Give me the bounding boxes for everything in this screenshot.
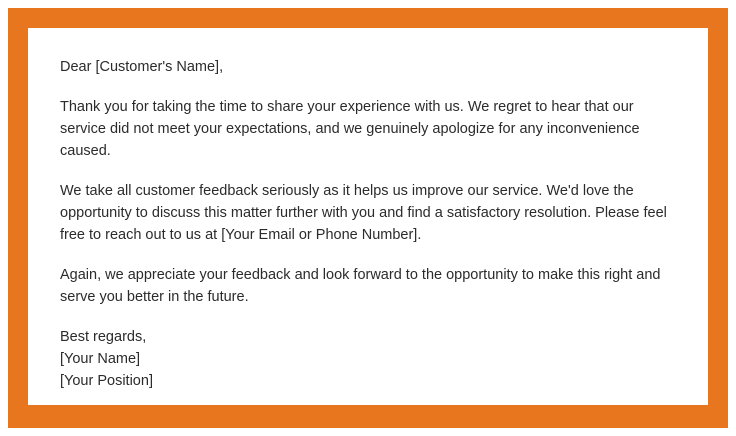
- letter-salutation: Dear [Customer's Name],: [60, 59, 224, 75]
- letter-paragraph-3: Again, we appreciate your feedback and look forward to the opportunity to make this right and serve you better in the future.: [60, 267, 665, 305]
- letter-paragraph-2: We take all customer feedback seriously as it helps us improve our service. We'd love the opportunity to discuss this matter further with you and find a satisfactory resolution. Please feel free to reach out to us at [Your Email or Phone Number].: [60, 183, 671, 243]
- letter-signature-block: [60, 326, 676, 392]
- letter-card: [28, 28, 708, 405]
- letter-closing: Best regards,: [60, 329, 147, 345]
- letter-signature-name: [Your Name]: [60, 351, 141, 367]
- letter-body: [60, 56, 676, 392]
- letter-paragraph-1: Thank you for taking the time to share your experience with us. We regret to hear that our service did not meet your expectations, and we genuinely apologize for any inconvenience caused.: [60, 99, 644, 159]
- letter-signature-position: [Your Position]: [60, 373, 153, 389]
